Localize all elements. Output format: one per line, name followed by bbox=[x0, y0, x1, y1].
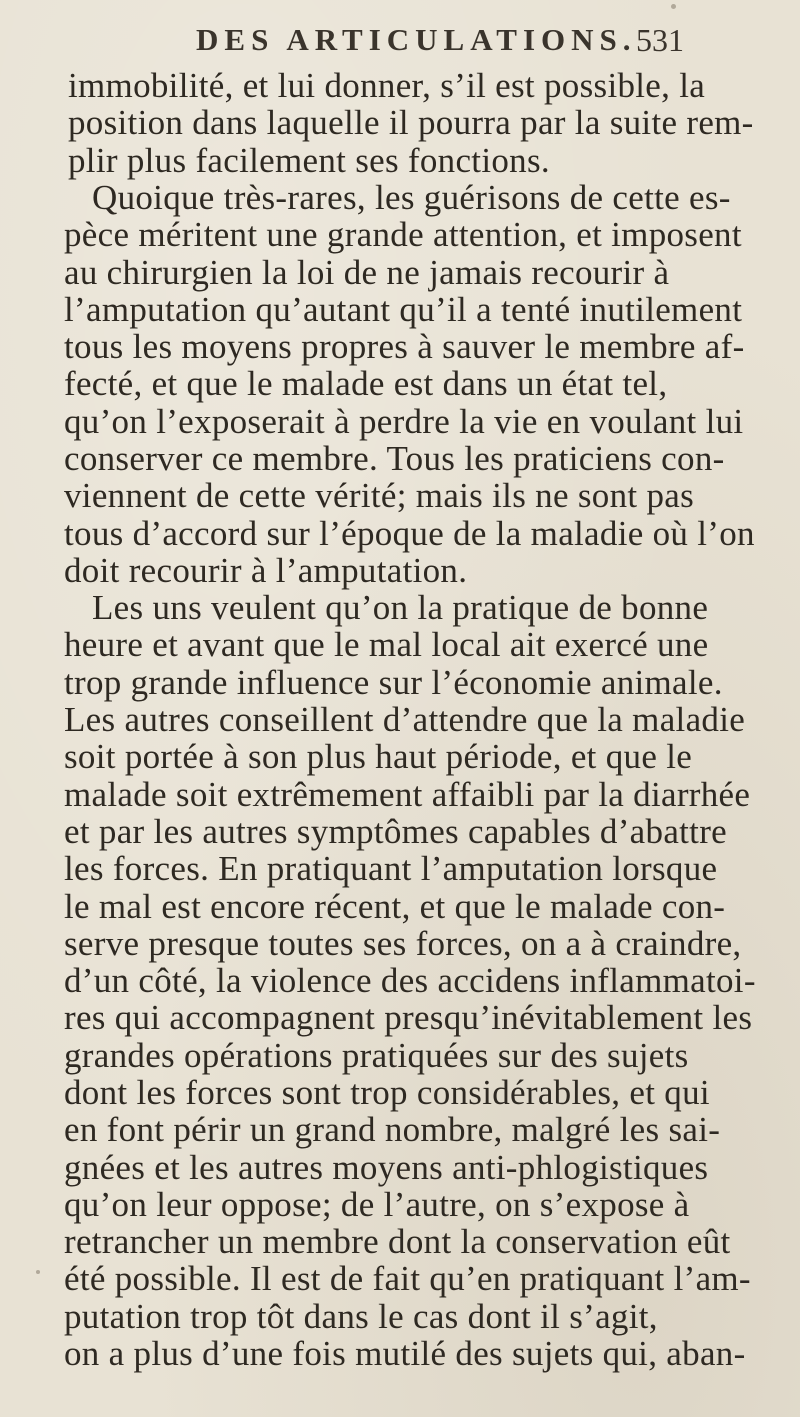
text-line: serve presque toutes ses forces, on a à craindre, bbox=[64, 923, 742, 963]
text-line: trop grande influence sur l’économie animale. bbox=[64, 662, 723, 702]
text-line: position dans laquelle il pourra par la suite rem- bbox=[68, 103, 754, 143]
text-line: tous d’accord sur l’époque de la maladie où l’on bbox=[64, 513, 755, 553]
page-header bbox=[0, 22, 800, 66]
text-line: les forces. En pratiquant l’amputation lorsque bbox=[64, 849, 718, 889]
paper-speck bbox=[36, 1270, 40, 1274]
running-head: DES ARTICULATIONS. bbox=[196, 22, 637, 57]
text-line: retrancher un membre dont la conservation eût bbox=[64, 1222, 731, 1262]
text-line: d’un côté, la violence des accidens inflammatoi- bbox=[64, 961, 756, 1001]
paper-speck bbox=[671, 4, 676, 9]
text-line: soit portée à son plus haut période, et que le bbox=[64, 737, 693, 777]
text-line: l’amputation qu’autant qu’il a tenté inutilement bbox=[64, 289, 743, 329]
text-line: doit recourir à l’amputation. bbox=[64, 550, 468, 590]
text-line: qu’on l’exposerait à perdre la vie en voulant lui bbox=[64, 401, 744, 441]
text-line: plir plus facilement ses fonctions. bbox=[68, 140, 550, 180]
text-line: viennent de cette vérité; mais ils ne sont pas bbox=[64, 476, 695, 516]
text-line: fecté, et que le malade est dans un état tel, bbox=[64, 364, 668, 404]
text-line: heure et avant que le mal local ait exercé une bbox=[64, 625, 709, 665]
text-line: res qui accompagnent presqu’inévitablement les bbox=[64, 998, 753, 1038]
text-line: pèce méritent une grande attention, et imposent bbox=[64, 215, 742, 255]
text-line: gnées et les autres moyens anti-phlogistiques bbox=[64, 1147, 709, 1187]
text-line: malade soit extrêmement affaibli par la diarrhée bbox=[64, 774, 751, 814]
text-line: tous les moyens propres à sauver le membre af- bbox=[64, 327, 745, 367]
text-line: et par les autres symptômes capables d’abattre bbox=[64, 811, 727, 851]
text-line: qu’on leur oppose; de l’autre, on s’expose à bbox=[64, 1184, 690, 1224]
text-line: grandes opérations pratiquées sur des sujets bbox=[64, 1035, 689, 1075]
text-line: dont les forces sont trop considérables, et qui bbox=[64, 1072, 710, 1112]
text-line: été possible. Il est de fait qu’en pratiquant l’am- bbox=[64, 1259, 751, 1299]
text-line: putation trop tôt dans le cas dont il s’agit, bbox=[64, 1296, 658, 1336]
page-number: 531 bbox=[636, 22, 684, 58]
text-line: Quoique très-rares, les guérisons de cette es- bbox=[92, 177, 731, 217]
text-line: au chirurgien la loi de ne jamais recourir à bbox=[64, 252, 670, 292]
text-line: le mal est encore récent, et que le malade con- bbox=[64, 886, 726, 926]
text-line: on a plus d’une fois mutilé des sujets qui, aban- bbox=[64, 1334, 746, 1373]
text-line: conserver ce membre. Tous les praticiens con- bbox=[64, 438, 725, 478]
text-line: Les autres conseillent d’attendre que la maladie bbox=[64, 700, 746, 739]
text-line: en font périr un grand nombre, malgré les sai- bbox=[64, 1110, 721, 1150]
text-line: immobilité, et lui donner, s’il est possible, la bbox=[68, 66, 706, 105]
text-line: Les uns veulent qu’on la pratique de bonne bbox=[92, 588, 709, 628]
